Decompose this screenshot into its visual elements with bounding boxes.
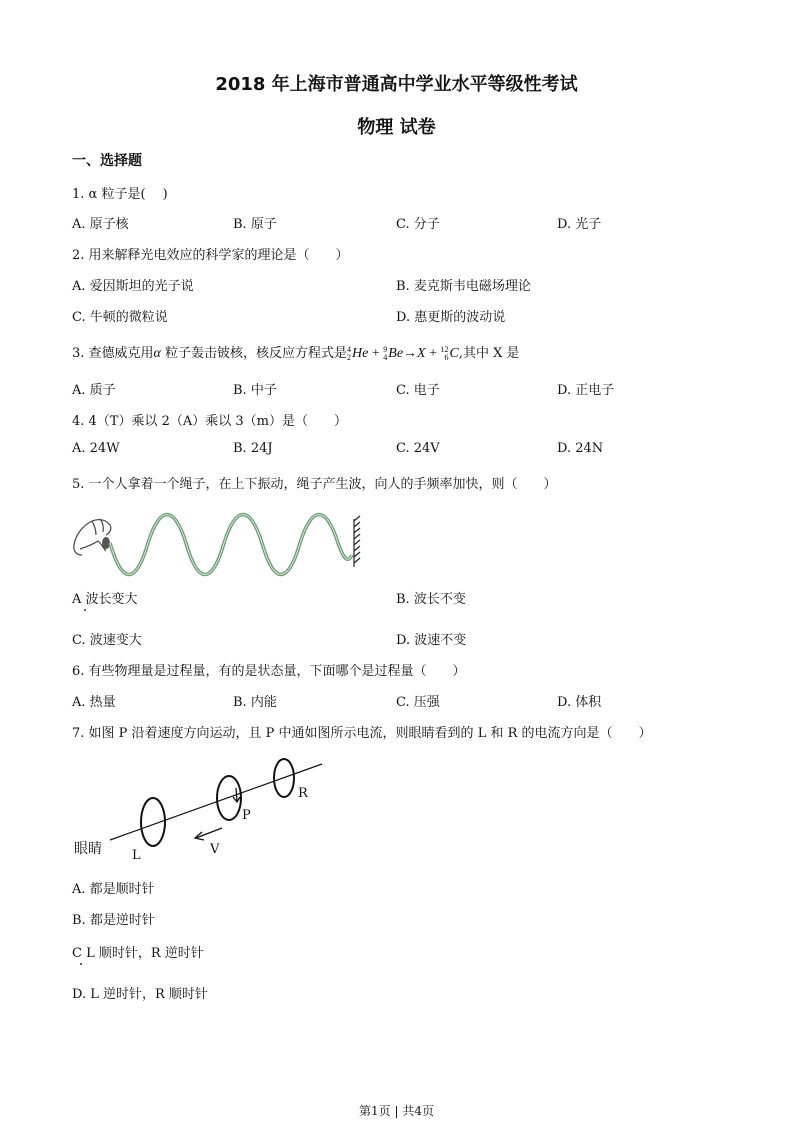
- q7-option-c: C L 顺时针，R 逆时针: [72, 946, 204, 961]
- q6-option-b: B. 内能: [233, 695, 277, 710]
- q7-option-b: B. 都是逆时针: [72, 913, 155, 928]
- question-1-stem: 1. α 粒子是( ): [72, 187, 168, 202]
- q6-option-d: D. 体积: [557, 695, 602, 710]
- q3-option-c: C. 电子: [396, 383, 440, 398]
- q2-option-c: C. 牛顿的微粒说: [72, 310, 168, 325]
- fixed-wall: [354, 516, 360, 567]
- exam-subtitle: 物理 试卷: [357, 117, 436, 138]
- q2-option-d: D. 惠更斯的波动说: [396, 310, 506, 325]
- q6-option-a: A. 热量: [72, 695, 116, 710]
- q1-option-d: D. 光子: [557, 217, 602, 232]
- q4-option-b: B. 24J: [233, 441, 273, 456]
- q6-option-c: C. 压强: [396, 695, 440, 710]
- velocity-label: V: [210, 842, 220, 857]
- q3-option-a: A. 质子: [72, 383, 116, 398]
- q7-option-a: A. 都是顺时针: [72, 882, 155, 897]
- q5-option-a: A 波长变大: [72, 592, 138, 607]
- question-5-stem: 5. 一个人拿着一个绳子，在上下振动，绳子产生波，向人的手频率加快，则（ ）: [72, 477, 557, 492]
- q3-reaction-equation: 4 2He + 9 4Be→X + 12 6C: [347, 344, 459, 362]
- q5-option-b: B. 波长不变: [396, 592, 466, 607]
- q3-alpha-symbol: α: [153, 346, 161, 361]
- rope-wave-figure: [70, 505, 365, 580]
- q2-option-b: B. 麦克斯韦电磁场理论: [396, 279, 531, 294]
- q4-option-c: C. 24V: [396, 441, 440, 456]
- q3-stem-suffix: ,其中 X 是: [458, 346, 520, 361]
- section-heading-choice: 一、选择题: [72, 153, 142, 169]
- eye-label: 眼睛: [74, 841, 102, 857]
- page-footer: 第1页 | 共4页: [359, 1104, 434, 1118]
- q2-option-a: A. 爱因斯坦的光子说: [72, 279, 194, 294]
- c-isotope-numbers: 12 6: [440, 344, 449, 362]
- exam-title: 2018 年上海市普通高中学业水平等级性考试: [215, 74, 578, 95]
- q3-stem-mid: 粒子轰击铍核，核反应方程式是: [160, 346, 348, 361]
- q7-option-d: D. L 逆时针，R 顺时针: [72, 987, 208, 1002]
- coil-r-label: R: [298, 786, 308, 801]
- hand-illustration: [74, 519, 111, 555]
- be-isotope-numbers: 9 4: [383, 344, 388, 362]
- q3-option-b: B. 中子: [233, 383, 277, 398]
- q3-option-d: D. 正电子: [557, 383, 615, 398]
- coil-l-label: L: [132, 848, 141, 863]
- velocity-arrow-icon: [195, 828, 222, 840]
- question-7-stem: 7. 如图 P 沿着速度方向运动，且 P 中通如图所示电流，则眼睛看到的 L 和 R 的电流方向是（ ）: [72, 726, 652, 741]
- rope-wave: [110, 515, 352, 575]
- q1-option-c: C. 分子: [396, 217, 440, 232]
- q4-option-a: A. 24W: [72, 441, 120, 456]
- scan-dot: [80, 963, 82, 965]
- coil-p-label: P: [242, 808, 251, 823]
- question-6-stem: 6. 有些物理量是过程量，有的是状态量，下面哪个是过程量（ ）: [72, 664, 466, 679]
- q1-option-a: A. 原子核: [72, 217, 129, 232]
- q4-option-d: D. 24N: [557, 441, 604, 456]
- scan-dot: [84, 609, 86, 611]
- he-isotope-numbers: 4 2: [347, 344, 352, 362]
- question-4-stem: 4. 4（T）乘以 2（A）乘以 3（m）是（ ）: [72, 414, 347, 429]
- question-2-stem: 2. 用来解释光电效应的科学家的理论是（ ）: [72, 248, 349, 263]
- coil-diagram-graphics: [72, 752, 327, 864]
- q3-stem-prefix: 3. 查德威克用: [72, 346, 154, 361]
- q1-option-b: B. 原子: [233, 217, 277, 232]
- q5-option-d: D. 波速不变: [396, 633, 467, 648]
- question-3-stem: [72, 342, 520, 362]
- coil-diagram: [72, 752, 327, 864]
- q5-option-c: C. 波速变大: [72, 633, 142, 648]
